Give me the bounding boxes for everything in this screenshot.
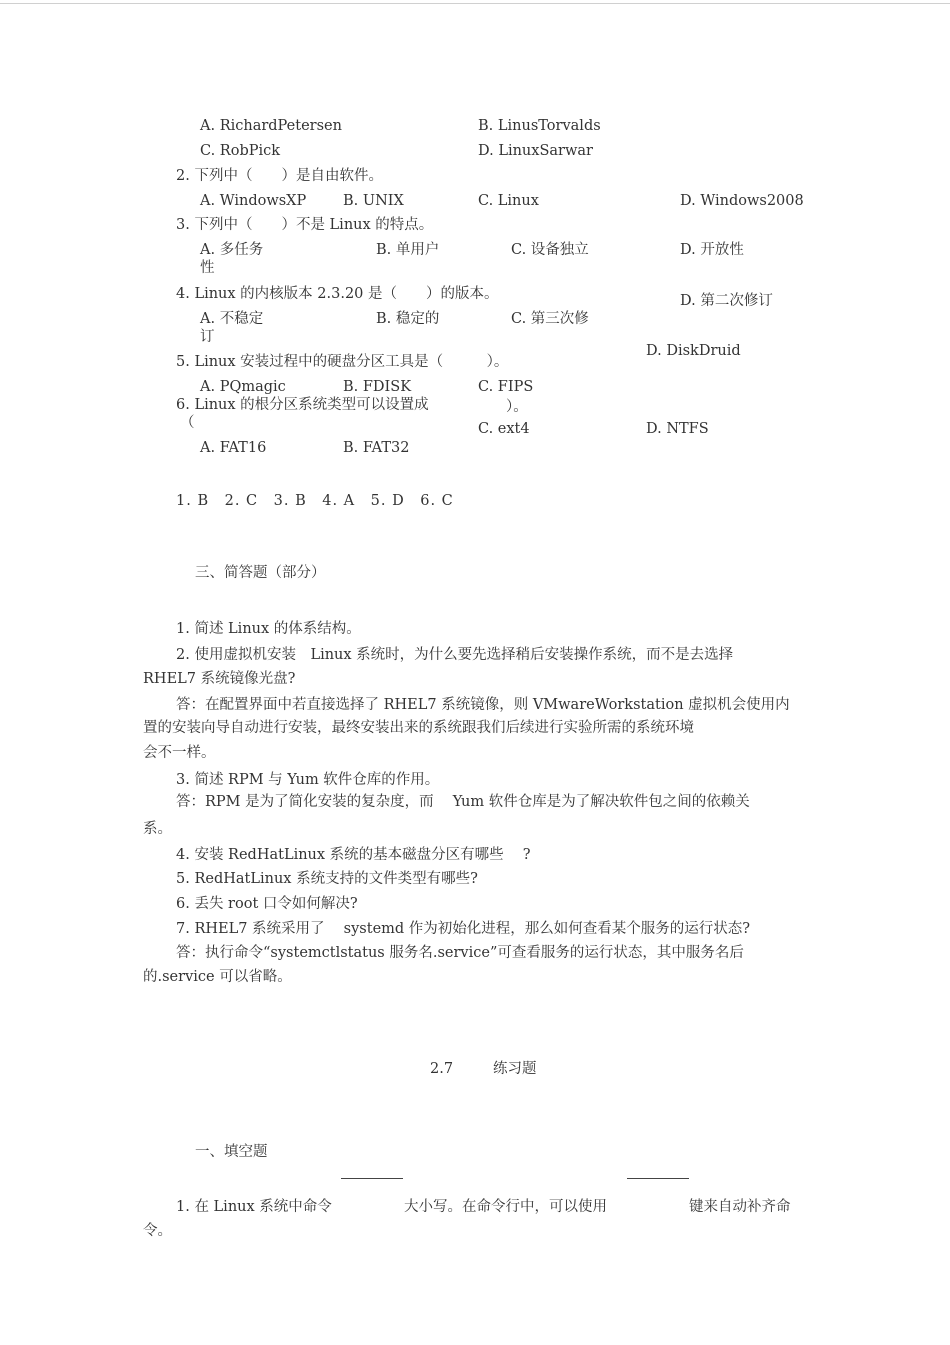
q5-option-b: B. FDISK [343, 379, 412, 395]
s3-q4: 4. 安装 RedHatLinux 系统的基本磁盘分区有哪些 ? [176, 847, 531, 863]
q2-option-b: B. UNIX [343, 193, 404, 209]
s3-a7: 答：执行命令“systemctlstatus 服务名.service”可查看服务的运行状态，其中服务名后 [176, 945, 744, 961]
q6-stem-paren: （ [180, 415, 195, 431]
q3-option-c: C. 设备独立 [511, 242, 589, 258]
q1-option-b: B. LinusTorvalds [478, 118, 601, 134]
q3-option-a-cont: 性 [200, 260, 215, 276]
s3-q3: 3. 简述 RPM 与 Yum 软件仓库的作用。 [176, 772, 440, 788]
q4-stem: 4. Linux 的内核版本 2.3.20 是（ ）的版本。 [176, 286, 499, 302]
s3-a7-cont: 的.service 可以省略。 [143, 969, 292, 985]
q4-option-b: B. 稳定的 [376, 311, 440, 327]
blank-line-2 [627, 1178, 689, 1179]
q5-option-d: D. DiskDruid [646, 343, 741, 359]
s3-a2: 答：在配置界面中若直接选择了 RHEL7 系统镜像，则 VMwareWorkstation 虚拟机会使用内 [176, 697, 790, 713]
q2-option-d: D. Windows2008 [680, 193, 804, 209]
fill-q1-part2: 大小写。在命令行中，可以使用 [404, 1199, 607, 1215]
answer-key: 1. B 2. C 3. B 4. A 5. D 6. C [176, 493, 454, 509]
q1-option-c: C. RobPick [200, 143, 281, 159]
q2-option-a: A. WindowsXP [200, 193, 307, 209]
s3-q5: 5. RedHatLinux 系统支持的文件类型有哪些? [176, 871, 478, 887]
chapter-title: 练习题 [493, 1061, 537, 1077]
q5-option-c: C. FIPS [478, 379, 534, 395]
q5-stem: 5. Linux 安装过程中的硬盘分区工具是（ ）。 [176, 354, 509, 370]
q4-option-a: A. 不稳定 [200, 311, 264, 327]
s3-q1: 1. 简述 Linux 的体系结构。 [176, 621, 361, 637]
q3-stem: 3. 下列中（ ）不是 Linux 的特点。 [176, 217, 434, 233]
blank-line-1 [341, 1178, 403, 1179]
fill-q1-part3: 键来自动补齐命 [689, 1199, 791, 1215]
fill-q1-cont: 令。 [143, 1223, 172, 1239]
fill-q1-part1: 1. 在 Linux 系统中命令 [176, 1199, 332, 1215]
q2-stem: 2. 下列中（ ）是自由软件。 [176, 168, 383, 184]
q4-option-d: D. 第二次修订 [680, 293, 773, 309]
q3-option-b: B. 单用户 [376, 242, 440, 258]
s3-q2: 2. 使用虚拟机安装 Linux 系统时，为什么要先选择稍后安装操作系统，而不是去选择 [176, 647, 734, 663]
q6-stem: 6. Linux 的根分区系统类型可以设置成 [176, 397, 429, 413]
q3-option-d: D. 开放性 [680, 242, 744, 258]
page-top-border [0, 3, 950, 4]
q6-option-d: D. NTFS [646, 421, 709, 437]
q3-option-a: A. 多任务 [200, 242, 264, 258]
s3-a3-cont: 系。 [143, 821, 172, 837]
q4-option-a-cont: 订 [200, 329, 215, 345]
q6-option-b: B. FAT32 [343, 440, 410, 456]
q6-option-c: C. ext4 [478, 421, 530, 437]
s3-a2-cont1: 置的安装向导自动进行安装，最终安装出来的系统跟我们后续进行实验所需的系统环境 [143, 720, 694, 736]
s3-a3: 答：RPM 是为了简化安装的复杂度，而 Yum 软件仓库是为了解决软件包之间的依赖关 [176, 794, 750, 810]
s3-a2-cont2: 会不一样。 [143, 745, 216, 761]
q4-option-c: C. 第三次修 [511, 311, 589, 327]
chapter-number: 2.7 [430, 1061, 454, 1077]
q6-option-a: A. FAT16 [200, 440, 267, 456]
s3-q7: 7. RHEL7 系统采用了 systemd 作为初始化进程，那么如何查看某个服务的运行状态? [176, 921, 751, 937]
q1-option-a: A. RichardPetersen [200, 118, 342, 134]
s3-q2-cont: RHEL7 系统镜像光盘? [143, 671, 296, 687]
q5-option-a: A. PQmagic [200, 379, 286, 395]
fill-heading: 一、填空题 [195, 1144, 268, 1160]
q1-option-d: D. LinuxSarwar [478, 143, 593, 159]
section3-heading: 三、简答题（部分） [195, 565, 326, 581]
q6-stem-end: ）。 [506, 399, 528, 415]
q2-option-c: C. Linux [478, 193, 539, 209]
s3-q6: 6. 丢失 root 口令如何解决? [176, 896, 358, 912]
